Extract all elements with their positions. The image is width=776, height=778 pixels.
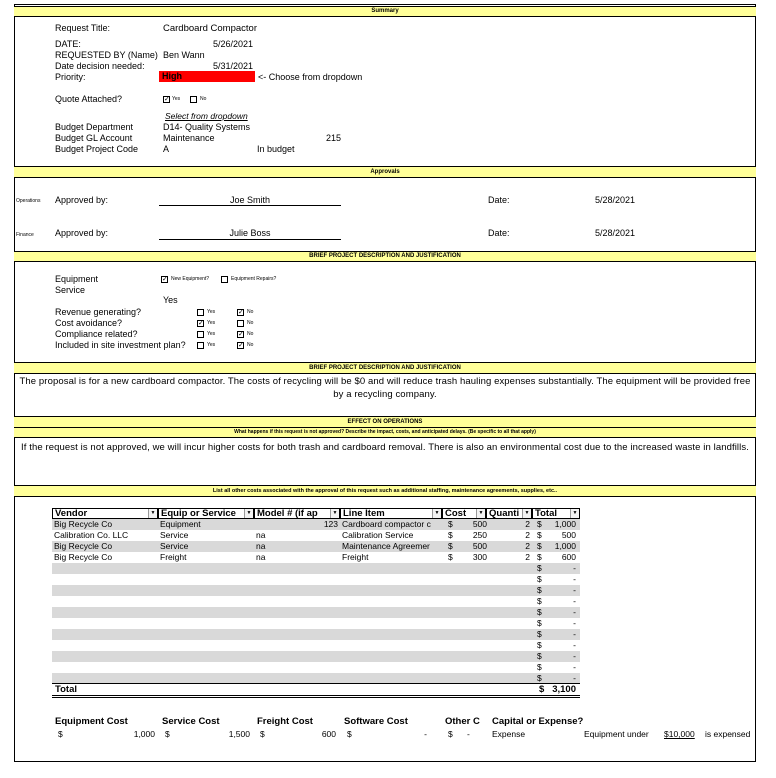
decision-label: Date decision needed:	[55, 61, 145, 71]
summary-header: Summary	[14, 6, 756, 17]
cell-type[interactable]: Service	[160, 530, 189, 540]
cell-tcur: $	[537, 629, 542, 639]
select-hint: Select from dropdown	[165, 111, 248, 121]
cell-tcur: $	[537, 574, 542, 584]
signature-line	[159, 205, 341, 206]
cell-total: -	[573, 607, 576, 617]
cell-model[interactable]: na	[256, 541, 266, 551]
approval-label-finance: Approved by:	[55, 228, 109, 238]
service-cost-value: 1,500	[228, 729, 250, 739]
table-row[interactable]	[52, 607, 580, 618]
column-header[interactable]: Vendor ▼	[52, 508, 158, 519]
question-label: Revenue generating?	[55, 307, 142, 317]
table-row[interactable]	[52, 651, 580, 662]
cell-qty[interactable]: 2	[525, 552, 530, 562]
effect-subheader: What happens if this request is not approved? Describe the impact, costs, and anticipated delays. (Be specific to all that apply)	[14, 427, 756, 438]
quote-no-label: No	[200, 96, 207, 102]
capex-label: Capital or Expense?	[492, 716, 584, 727]
service-cost-label: Service Cost	[162, 716, 220, 727]
cell-vendor[interactable]: Big Recycle Co	[54, 519, 113, 529]
cell-tcur[interactable]: $	[537, 519, 542, 529]
table-row[interactable]	[52, 596, 580, 607]
cell-model[interactable]: na	[256, 530, 266, 540]
cell-total: -	[573, 640, 576, 650]
service-yes-value[interactable]: Yes	[163, 295, 178, 305]
cell-cur[interactable]: $	[448, 530, 453, 540]
equipment-cost-currency: $	[58, 729, 63, 739]
table-row[interactable]	[52, 541, 580, 552]
cell-item[interactable]: Freight	[342, 552, 369, 562]
cell-model[interactable]: na	[256, 552, 266, 562]
expense-threshold: $10,000	[664, 729, 695, 739]
description-text[interactable]: The proposal is for a new cardboard compactor. The costs of recycling will be $0 and will reduce trash hauling expenses substantially. The equipment will be provided free by a recycling company.	[19, 376, 751, 400]
column-header[interactable]: Quanti ▼	[486, 508, 532, 519]
cell-total: -	[573, 651, 576, 661]
table-row[interactable]	[52, 574, 580, 585]
cell-tcur: $	[537, 640, 542, 650]
total-label: Total	[55, 684, 77, 695]
cell-total[interactable]: 500	[561, 530, 576, 540]
cell-total: -	[573, 585, 576, 595]
cell-cur[interactable]: $	[448, 552, 453, 562]
software-cost-currency: $	[347, 729, 352, 739]
cell-item[interactable]: Maintenance Agreemer	[342, 541, 430, 551]
equipment-repairs-label: Equipment Repairs?	[231, 276, 277, 282]
approval-label-operations: Approved by:	[55, 195, 109, 205]
column-header[interactable]: Model # (if ap ▼	[254, 508, 340, 519]
quote-label: Quote Attached?	[55, 94, 123, 104]
cell-type[interactable]: Service	[160, 541, 189, 551]
priority-dropdown[interactable]: High	[159, 71, 255, 82]
budget-gl-label: Budget GL Account	[55, 133, 133, 143]
filter-dropdown-icon[interactable]: ▼	[330, 509, 339, 518]
column-header[interactable]: Line Item ▼	[340, 508, 442, 519]
cell-cur[interactable]: $	[448, 541, 453, 551]
no-checkbox[interactable]: ✓	[238, 309, 244, 316]
cell-cost[interactable]: 500	[472, 519, 487, 529]
no-label: No	[247, 342, 254, 348]
yes-label: Yes	[207, 331, 216, 337]
other-cost-value: -	[467, 729, 470, 739]
cell-total[interactable]: 1,000	[554, 519, 576, 529]
cell-total[interactable]: 1,000	[554, 541, 576, 551]
cell-cost[interactable]: 300	[472, 552, 487, 562]
question-label: Cost avoidance?	[55, 318, 123, 328]
cell-cur[interactable]: $	[448, 519, 453, 529]
yes-checkbox[interactable]	[197, 309, 204, 316]
approvals-header: Approvals	[14, 166, 756, 178]
cell-tcur: $	[537, 596, 542, 606]
budget-status: In budget	[257, 144, 295, 154]
total-value: 3,100	[552, 684, 576, 695]
cell-cost[interactable]: 500	[472, 541, 487, 551]
cell-tcur[interactable]: $	[537, 530, 542, 540]
total-rule-bottom	[52, 695, 580, 698]
software-cost-label: Software Cost	[344, 716, 408, 727]
cell-tcur: $	[537, 563, 542, 573]
freight-cost-label: Freight Cost	[257, 716, 313, 727]
table-row[interactable]	[52, 519, 580, 530]
table-row[interactable]	[52, 563, 580, 574]
capex-value[interactable]: Expense	[492, 729, 526, 739]
filter-dropdown-icon[interactable]: ▼	[432, 509, 441, 518]
cell-vendor[interactable]: Calibration Co. LLC	[54, 530, 129, 540]
other-cost-label: Other C	[445, 716, 480, 727]
yes-label: Yes	[207, 342, 216, 348]
quote-no-checkbox[interactable]	[190, 96, 197, 103]
filter-dropdown-icon[interactable]: ▼	[476, 509, 485, 518]
cell-total: -	[573, 563, 576, 573]
table-row[interactable]	[52, 530, 580, 541]
type-label-service: Service	[55, 285, 86, 295]
yes-checkbox[interactable]	[197, 342, 204, 349]
expense-rule-text: Equipment under	[584, 729, 649, 739]
no-checkbox[interactable]	[237, 320, 244, 327]
project-header: BRIEF PROJECT DESCRIPTION AND JUSTIFICATION	[14, 251, 756, 262]
cell-tcur: $	[537, 607, 542, 617]
cell-tcur[interactable]: $	[537, 541, 542, 551]
cell-vendor[interactable]: Big Recycle Co	[54, 541, 113, 551]
cell-total[interactable]: 600	[561, 552, 576, 562]
filter-dropdown-icon[interactable]: ▼	[570, 509, 579, 518]
effect-header: EFFECT ON OPERATIONS	[14, 416, 756, 428]
approval-date-operations[interactable]: 5/28/2021	[595, 195, 636, 205]
requested-by-label: REQUESTED BY (Name)	[55, 50, 158, 60]
new-equipment-label: New Equipment?	[171, 276, 210, 282]
cell-qty[interactable]: 2	[525, 541, 530, 551]
yes-label: Yes	[207, 309, 216, 315]
table-row[interactable]	[52, 585, 580, 596]
table-row[interactable]	[52, 629, 580, 640]
cell-qty[interactable]: 2	[525, 530, 530, 540]
decision-value[interactable]: 5/31/2021	[212, 61, 253, 71]
table-row[interactable]	[52, 552, 580, 563]
no-checkbox[interactable]: ✓	[238, 331, 244, 338]
cell-total: -	[573, 662, 576, 672]
budget-dept-value[interactable]: D14- Quality Systems	[163, 122, 251, 132]
description-header: BRIEF PROJECT DESCRIPTION AND JUSTIFICATION	[14, 362, 756, 374]
approval-dept-finance: Finance	[16, 232, 34, 238]
yes-checkbox[interactable]: ✓	[198, 320, 204, 327]
approval-date-finance[interactable]: 5/28/2021	[595, 228, 636, 238]
question-label: Included in site investment plan?	[55, 340, 186, 350]
cell-model[interactable]: 123	[323, 519, 338, 529]
filter-dropdown-icon[interactable]: ▼	[522, 509, 531, 518]
cell-tcur[interactable]: $	[537, 552, 542, 562]
approval-date-label-finance: Date:	[488, 228, 510, 238]
effect-text[interactable]: If the request is not approved, we will incur higher costs for both trash and cardboard removal. There is also an environmental cost due to the increased waste in landfills.	[21, 442, 749, 453]
cell-qty[interactable]: 2	[525, 519, 530, 529]
budget-gl-value[interactable]: Maintenance	[163, 133, 215, 143]
quote-yes-checkbox[interactable]: ✓	[164, 96, 170, 103]
budget-dept-label: Budget Department	[55, 122, 134, 132]
costs-header: List all other costs associated with the approval of this request such as additional staffing, maintenance agreements, supplies, etc..	[14, 485, 756, 497]
other-cost-currency: $	[448, 729, 453, 739]
cell-tcur: $	[537, 618, 542, 628]
quote-yes-label: Yes	[172, 96, 181, 102]
expense-rule-suffix: is expensed	[705, 729, 751, 739]
yes-label: Yes	[207, 320, 216, 326]
equipment-cost-label: Equipment Cost	[55, 716, 128, 727]
cell-total: -	[573, 618, 576, 628]
column-header[interactable]: Total ▼	[532, 508, 580, 519]
budget-project-label: Budget Project Code	[55, 144, 139, 154]
cell-total: -	[573, 673, 576, 683]
cell-vendor[interactable]: Big Recycle Co	[54, 552, 113, 562]
software-cost-value: -	[424, 729, 427, 739]
signature-line	[159, 239, 341, 240]
table-row[interactable]	[52, 662, 580, 673]
cell-item[interactable]: Calibration Service	[342, 530, 414, 540]
no-label: No	[247, 331, 254, 337]
filter-dropdown-icon[interactable]: ▼	[244, 509, 253, 518]
cell-type[interactable]: Equipment	[160, 519, 201, 529]
no-checkbox[interactable]: ✓	[238, 342, 244, 349]
cell-tcur: $	[537, 585, 542, 595]
priority-label: Priority:	[55, 72, 86, 82]
filter-dropdown-icon[interactable]: ▼	[148, 509, 157, 518]
freight-cost-currency: $	[260, 729, 265, 739]
approver-name-operations[interactable]: Joe Smith	[229, 195, 271, 205]
date-value[interactable]: 5/26/2021	[212, 39, 253, 49]
total-rule-top	[52, 683, 580, 684]
service-cost-currency: $	[165, 729, 170, 739]
budget-project-value[interactable]: A	[163, 144, 170, 154]
cell-type[interactable]: Freight	[160, 552, 187, 562]
request-title-value[interactable]: Cardboard Compactor	[163, 23, 257, 34]
approval-date-label-operations: Date:	[488, 195, 510, 205]
type-label-equipment: Equipment	[55, 274, 99, 284]
cell-total: -	[573, 596, 576, 606]
equipment-repairs-checkbox[interactable]	[221, 276, 228, 283]
cell-total: -	[573, 629, 576, 639]
equipment-cost-value: 1,000	[133, 729, 155, 739]
column-header[interactable]: Equip or Service ▼	[158, 508, 254, 519]
cell-tcur: $	[537, 651, 542, 661]
no-label: No	[247, 320, 254, 326]
budget-gl-number[interactable]: 215	[326, 133, 342, 143]
cell-item[interactable]: Cardboard compactor c	[342, 519, 431, 529]
priority-hint: <- Choose from dropdown	[258, 72, 363, 82]
approval-dept-operations: Operations	[16, 198, 41, 204]
no-label: No	[247, 309, 254, 315]
cell-tcur: $	[537, 673, 542, 683]
date-label: DATE:	[55, 39, 81, 49]
column-header[interactable]: Cost ▼	[442, 508, 486, 519]
table-row[interactable]	[52, 618, 580, 629]
question-label: Compliance related?	[55, 329, 138, 339]
cell-cost[interactable]: 250	[472, 530, 487, 540]
request-title-label: Request Title:	[55, 23, 111, 33]
new-equipment-checkbox[interactable]: ✓	[162, 276, 168, 283]
cell-tcur: $	[537, 662, 542, 672]
total-currency: $	[539, 684, 545, 695]
freight-cost-value: 600	[321, 729, 336, 739]
cell-total: -	[573, 574, 576, 584]
table-row[interactable]	[52, 640, 580, 651]
approver-name-finance[interactable]: Julie Boss	[229, 228, 271, 238]
yes-checkbox[interactable]	[197, 331, 204, 338]
requested-by-value[interactable]: Ben Wann	[163, 50, 205, 60]
